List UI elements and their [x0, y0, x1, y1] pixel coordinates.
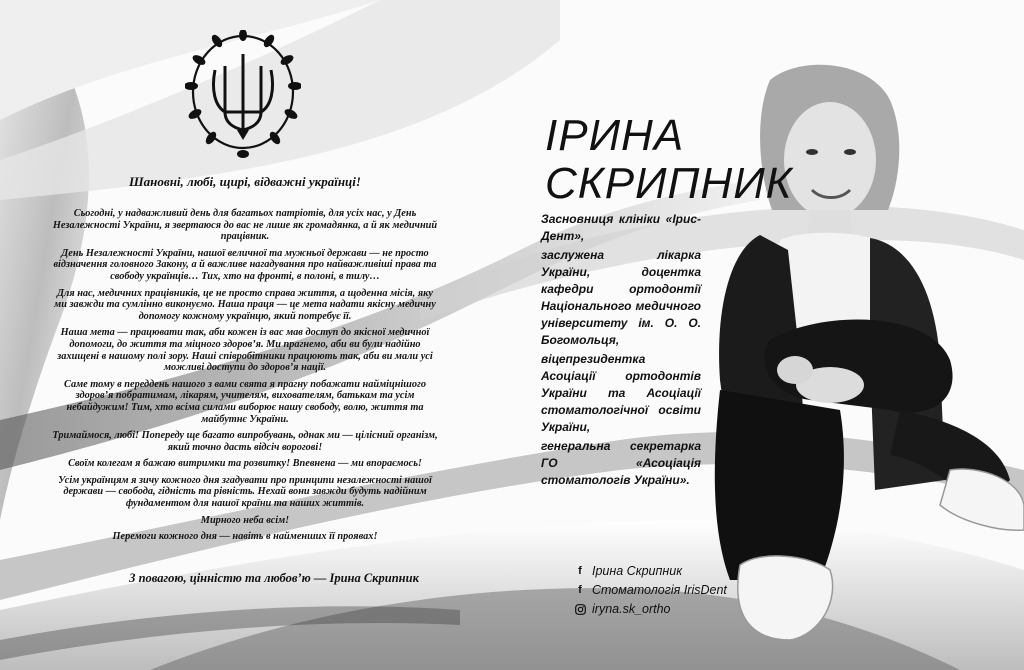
letter-body [52, 208, 438, 548]
bio-line: Засновниця клініки «Ірис-Дент», [541, 212, 701, 243]
social-link-instagram[interactable] [574, 600, 727, 619]
letter-paragraph: Усім українцям я зичу кожного дня згадувати про принципи незалежності нашої держави — свобода, гідність та рівність. Нехай вони завжди будуть надійним фундаментом для нашої країни та наших життів. [58, 474, 432, 510]
social-label: Стоматологія IrisDent [592, 583, 727, 597]
letter-paragraph: Сьогодні, у надважливий день для багатьох патріотів, для усіх нас, у День Незалежності України, я звертаюся до вас не лише як громадянка, а й як медичний працівник. [52, 208, 438, 243]
letter-paragraph: Для нас, медичних працівників, це не просто справа життя, а щоденна місія, яку ми завжди та сумлінно виконуємо. Наша праця — це мета надати якісну медичну допомогу кожному українцю, який потребує її. [54, 287, 436, 322]
letter-greeting: Шановні, любі, щирі, відважні українці! [129, 174, 361, 189]
bio-line: генеральна секретарка ГО «Асоціація стоматологів України». [541, 439, 701, 487]
letter-paragraph: День Незалежності України, нашої величної та мужньої держави — не просто відзначення головного Закону, а й важливе нагадування про найважливіші права та свободу українців… Тих, хто на фронті, в полоні, в тилу… [53, 247, 437, 282]
social-link-facebook-person[interactable] [574, 562, 727, 581]
letter-paragraph: Мирного неба всім! [200, 514, 290, 526]
letter-paragraph: Своїм колегам я бажаю витримки та розвитку! Впевнена — ми впораємось! [68, 458, 422, 470]
letter-paragraph: Саме тому в переддень нашого з вами свята я прагну побажати найміцнішого здоров’я побратимам, лікарям, учителям, вихователям, батькам та усім небайдужим! Тим, хто всіма силами виборює нашу свободу, волю, життя та майбутнє України. [64, 378, 426, 425]
letter-paragraph: Тримаймося, любі! Попереду ще багато випробувань, однак ми — цілісний організм, який точно дасть відсіч ворогові! [52, 430, 438, 453]
bio-line: віцепрезидентка Асоціації ортодонтів України та Асоціації стоматологічної освіти України, [541, 352, 701, 434]
instagram-icon [574, 604, 586, 616]
facebook-icon: f [578, 584, 582, 596]
profile-last-name: СКРИПНИК [545, 159, 793, 208]
bio-line: заслужена лікарка України, доцентка кафедри ортодонтії Національного медичного університету ім. О. О. Богомольця, [541, 248, 701, 347]
letter-paragraph: Перемоги кожного дня — навіть в найменших її проявах! [112, 531, 378, 543]
social-label: Ірина Скрипник [592, 564, 683, 578]
trident-emblem-icon [185, 30, 301, 160]
profile-bio [541, 211, 701, 491]
social-link-facebook-clinic[interactable] [574, 581, 727, 600]
profile-first-name: ІРИНА [545, 111, 685, 160]
social-links [574, 562, 727, 619]
letter-paragraph: Наша мета — працювати так, аби кожен із вас мав доступ до якісної медичної допомоги, до життя та міцного здоров’я. Ми прагнемо, аби ви були надійно захищені в нашому полі зору. Наші співробітники працюють так, аби ви мали усі можливі доступи до здоров’я нації. [57, 327, 433, 374]
profile-name [545, 112, 793, 208]
facebook-icon: f [578, 565, 582, 577]
letter-signoff: З повагою, цінністю та любов’ю — Ірина Скрипник [129, 571, 419, 585]
social-label: iryna.sk_ortho [592, 602, 671, 616]
